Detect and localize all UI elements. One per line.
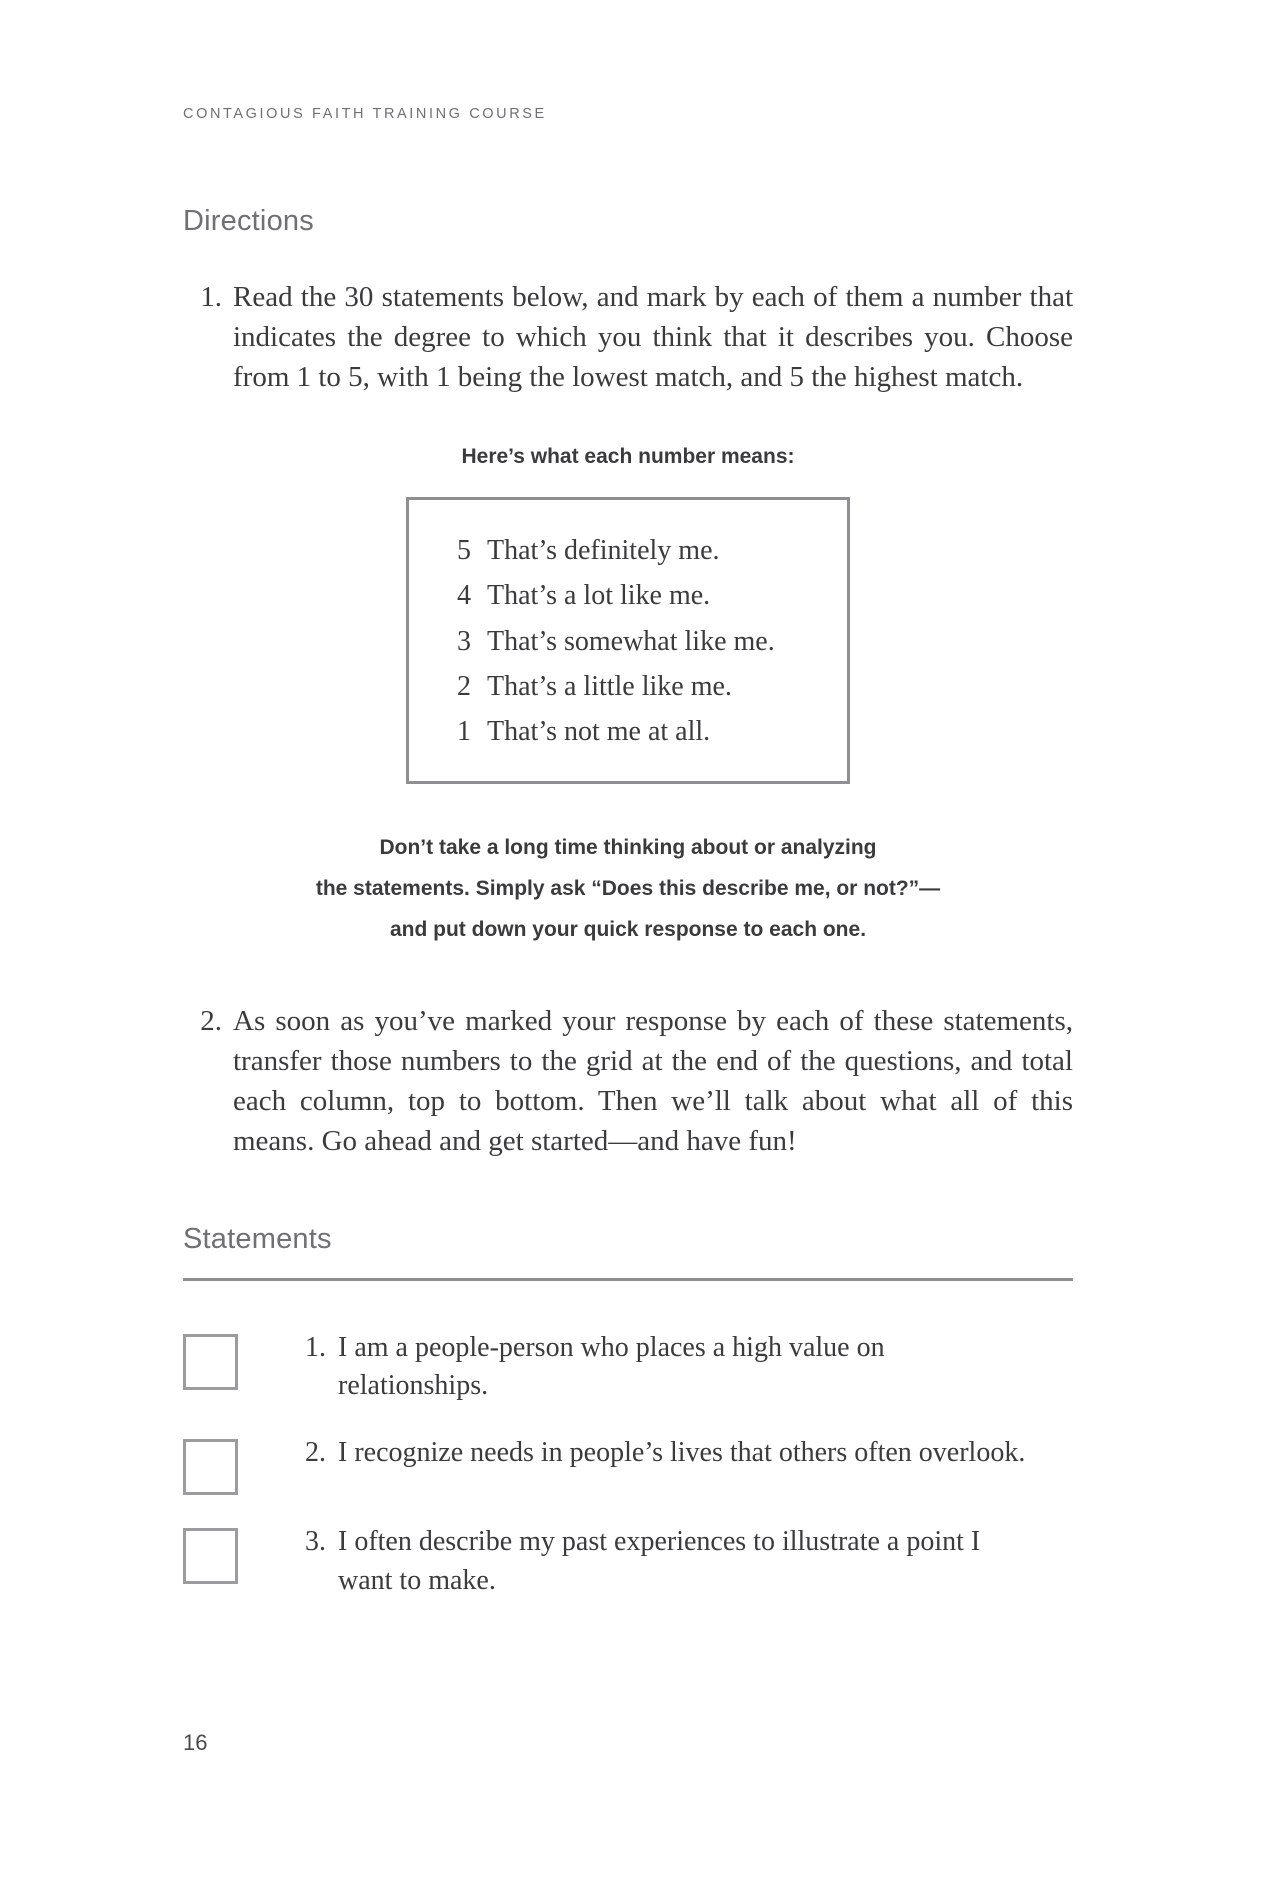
statement-response-checkbox[interactable] bbox=[183, 1528, 238, 1584]
scale-value: 5 bbox=[457, 535, 471, 567]
scale-box bbox=[406, 497, 850, 784]
directions-heading: Directions bbox=[183, 205, 314, 237]
scale-label: That’s somewhat like me. bbox=[487, 625, 775, 657]
statements-heading: Statements bbox=[183, 1222, 332, 1255]
statement-number: 3. bbox=[305, 1525, 326, 1557]
direction-item-number: 1. bbox=[200, 281, 222, 313]
running-head: CONTAGIOUS FAITH TRAINING COURSE bbox=[183, 106, 547, 122]
directions-list-continued bbox=[183, 1001, 1073, 1161]
directions-list bbox=[183, 277, 1073, 397]
direction-item-1 bbox=[197, 277, 1073, 397]
scale-value: 2 bbox=[457, 671, 471, 703]
scale-label: That’s a little like me. bbox=[487, 671, 732, 703]
scale-value: 4 bbox=[457, 580, 471, 612]
statement-text: I am a people-person who places a high value on relationships. bbox=[338, 1331, 885, 1402]
scale-value: 1 bbox=[457, 716, 471, 748]
scale-label: That’s not me at all. bbox=[487, 716, 711, 748]
statement-number: 1. bbox=[305, 1331, 326, 1363]
scale-row bbox=[409, 573, 847, 618]
page-number: 16 bbox=[183, 1730, 208, 1755]
scale-label: That’s definitely me. bbox=[487, 535, 720, 567]
direction-item-text: As soon as you’ve marked your response by each of these statements, transfer those numbers to the grid at the end of the questions, and total each column, top to bottom. Then we’ll talk about what all of this means. Go ahead and get started—and have fun! bbox=[233, 1004, 1073, 1157]
page-content bbox=[183, 205, 1073, 1628]
scale-row bbox=[409, 619, 847, 664]
quick-response-callout bbox=[183, 828, 1073, 951]
callout-line-3: and put down your quick response to each one. bbox=[389, 917, 867, 941]
scale-row bbox=[409, 664, 847, 709]
statements-list bbox=[183, 1329, 1073, 1601]
callout-line-1: Don’t take a long time thinking about or analyzing bbox=[379, 835, 877, 859]
statement-text: I often describe my past experiences to illustrate a point I want to make. bbox=[338, 1525, 981, 1596]
scale-row bbox=[409, 709, 847, 754]
scale-label: That’s a lot like me. bbox=[487, 580, 711, 612]
statement-text: I recognize needs in people’s lives that others often overlook. bbox=[338, 1436, 1026, 1468]
statement-number: 2. bbox=[305, 1436, 326, 1468]
direction-item-number: 2. bbox=[200, 1004, 222, 1037]
scale-list bbox=[409, 528, 847, 755]
direction-item-2 bbox=[197, 1001, 1073, 1161]
list-item bbox=[183, 1434, 1073, 1495]
statement-response-checkbox[interactable] bbox=[183, 1334, 238, 1390]
statements-divider bbox=[183, 1278, 1073, 1281]
direction-item-text: Read the 30 statements below, and mark by each of them a number that indicates the degree to which you think that it describes you. Choose from 1 to 5, with 1 being the lowest match, and 5 the highest match. bbox=[233, 281, 1073, 394]
scale-row bbox=[409, 528, 847, 573]
callout-line-2: the statements. Simply ask “Does this describe me, or not?”— bbox=[315, 876, 941, 900]
list-item bbox=[183, 1523, 1073, 1600]
list-item bbox=[183, 1329, 1073, 1406]
scale-callout-title: Here’s what each number means: bbox=[461, 445, 795, 469]
statement-response-checkbox[interactable] bbox=[183, 1439, 238, 1495]
scale-value: 3 bbox=[457, 625, 471, 657]
